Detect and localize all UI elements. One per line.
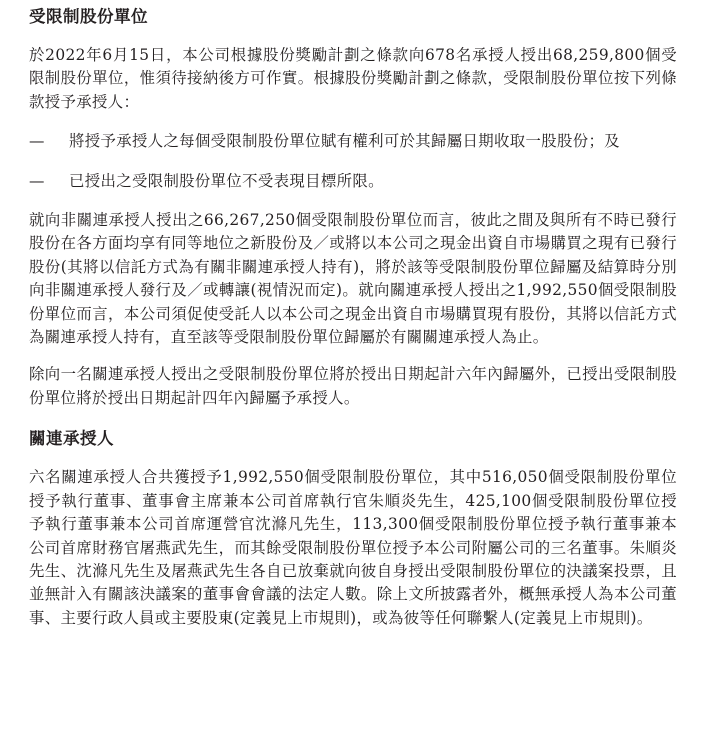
list-item-text: 將授予承授人之每個受限制股份單位賦有權利可於其歸屬日期收取一股股份；及 — [69, 132, 620, 151]
list-item-text: 已授出之受限制股份單位不受表現目標所限。 — [69, 171, 384, 190]
paragraph-grant-details: 於2022年6月15日，本公司根據股份獎勵計劃之條款向678名承授人授出68,259,800個受限制股份單位，惟須待接納後方可作實。根據股份獎勵計劃之條款，受限制股份單位按下列條款授予承授人： — [29, 46, 677, 111]
section-heading-connected-grantees: 關連承授人 — [29, 429, 114, 449]
list-item — [29, 130, 677, 153]
paragraph-share-issuance: 就向非關連承授人授出之66,267,250個受限制股份單位而言，彼此之間及與所有不時已發行股份在各方面均享有同等地位之新股份及／或將以本公司之現金出資自市場購買之現有已發行股份(其將以信託方式為有關非關連承授人持有)，將於該等受限制股份單位歸屬及結算時分別向非關連承授人發行及／或轉讓(視情況而定)。就向關連承授人授出之1,992,550個受限制股份單位而言，本公司須促使受託人以本公司之現金出資自市場購買現有股份，其將以信託方式為關連承授人持有，直至該等受限制股份單位歸屬於有關關連承授人為止。 — [29, 211, 677, 347]
bullet-dash: — — [29, 171, 45, 190]
paragraph-vesting: 除向一名關連承授人授出之受限制股份單位將於授出日期起計六年內歸屬外，已授出受限制股份單位將於授出日期起計四年內歸屬予承授人。 — [29, 365, 677, 407]
section-heading-rsu: 受限制股份單位 — [29, 7, 148, 26]
paragraph-connected-grantees: 六名關連承授人合共獲授予1,992,550個受限制股份單位，其中516,050個受限制股份單位授予執行董事、董事會主席兼本公司首席執行官朱順炎先生，425,100個受限制股份單位授予執行董事兼本公司首席運營官沈滌凡先生，113,300個受限制股份單位授予執行董事兼本公司首席財務官屠燕武先生，而其餘受限制股份單位授予本公司附屬公司的三名董事。朱順炎先生、沈滌凡先生及屠燕武先生各自已放棄就向彼自身授出受限制股份單位的決議案投票，且並無計入有關該決議案的董事會會議的法定人數。除上文所披露者外，概無承授人為本公司董事、主要行政人員或主要股東(定義見上市規則)，或為彼等任何聯繫人(定義見上市規則)。 — [29, 468, 677, 627]
list-item — [29, 170, 677, 193]
bullet-dash: — — [29, 132, 45, 151]
